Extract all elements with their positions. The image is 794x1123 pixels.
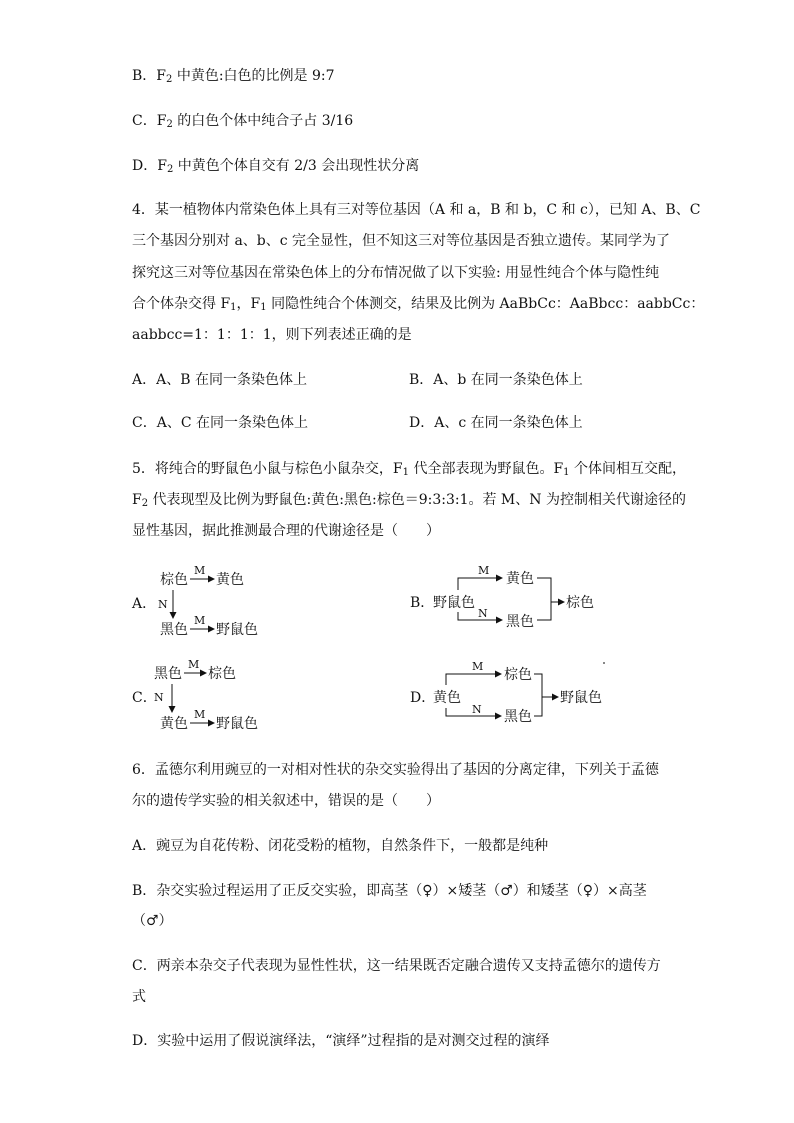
q5-diagram-d-arrow-m: [446, 674, 501, 685]
q4-stem-line-4: 合个体杂交得 $F_1$，$F_1$ 同隐性纯合个体测交，结果及比例为 AaBbCc：AaBbcc：aabbCc：: [132, 296, 705, 313]
q5-diagram-a-label: A．: [132, 596, 157, 612]
q5-diagram-d-label: D．: [410, 690, 436, 706]
q4-option-a: A．A、B 在同一条染色体上: [132, 372, 307, 388]
q5-diagram-a-gene-1: M: [194, 564, 206, 577]
q3-option-c: C．$F_2$ 的白色个体中纯合子占 3/16: [132, 113, 354, 130]
q5-diagram-c-end: 野鼠色: [216, 716, 258, 732]
q5-stem-line-3: 显性基因，据此推测最合理的代谢途径是（ ）: [132, 523, 440, 539]
q6-option-a: A．豌豆为自花传粉、闭花受粉的植物，自然条件下，一般都是纯种: [132, 838, 549, 854]
q5-diagram-c-label: C．: [132, 690, 157, 706]
q4-option-b: B．A、b 在同一条染色体上: [409, 372, 583, 388]
q5-diagram-d-top: 棕色: [504, 667, 532, 683]
q5-diagram-a-start: 棕色: [160, 572, 188, 588]
q5-diagram-a-bottom: 黑色: [160, 622, 188, 638]
q3-option-d: D．$F_2$ 中黄色个体自交有 2/3 会出现性状分离: [132, 158, 420, 175]
q5-diagram-a: [128, 560, 278, 645]
q6-option-c-line-1: C．两亲本杂交子代表现为显性性状，这一结果既否定融合遗传又支持孟德尔的遗传方: [132, 958, 661, 974]
q5-stem-line-2: $F_2$ 代表现型及比例为野鼠色:黄色:黑色:棕色＝9:3:3:1。若 M、N 为控制相关代谢途径的: [132, 492, 686, 509]
q5-diagram-b: [406, 562, 606, 637]
q4-stem-line-5: aabbcc=1：1：1：1，则下列表述正确的是: [132, 327, 412, 343]
q3-option-b: B．$F_2$ 中黄色:白色的比例是 9:7: [132, 68, 335, 85]
q5-diagram-b-arrow-m: [458, 578, 502, 590]
q5-stem-line-1: 5．将纯合的野鼠色小鼠与棕色小鼠杂交，$F_1$ 代全部表现为野鼠色。$F_1$ 个体间相互交配，: [132, 461, 686, 478]
q5-diagram-d-bottom: 黑色: [504, 709, 532, 725]
q5-diagram-d-end: 野鼠色: [560, 690, 602, 706]
q5-diagram-b-start: 野鼠色: [433, 595, 475, 611]
q5-diagram-a-gene-3: M: [194, 614, 206, 627]
q5-diagram-c-bottom: 黄色: [160, 716, 188, 732]
q6-option-d: D．实验中运用了假说演绎法，“演绎”过程指的是对测交过程的演绎: [132, 1033, 550, 1049]
q5-diagram-d-start: 黄色: [433, 690, 461, 706]
q5-diagram-c-gene-1: M: [188, 658, 200, 671]
q5-diagram-b-end: 棕色: [566, 595, 594, 611]
q5-diagram-b-gene-2: N: [478, 607, 488, 620]
stray-dot: [603, 662, 605, 664]
q4-stem-line-1: 4．某一植物体内常染色体上具有三对等位基因（A 和 a，B 和 b，C 和 c），已知 A、B、C: [132, 202, 701, 218]
q5-diagram-b-label: B．: [410, 595, 435, 611]
q4-option-d: D．A、c 在同一条染色体上: [409, 415, 583, 431]
q6-stem-line-1: 6．孟德尔利用豌豆的一对相对性状的杂交实验得出了基因的分离定律，下列关于孟德: [132, 762, 659, 778]
q6-option-b-line-1: B．杂交实验过程运用了正反交实验，即高茎（♀）×矮茎（♂）和矮茎（♀）×高茎: [132, 883, 647, 899]
q5-diagram-c-gene-3: M: [194, 708, 206, 721]
q6-stem-line-2: 尔的遗传学实验的相关叙述中，错误的是（ ）: [132, 793, 440, 809]
q5-diagram-d-gene-1: M: [472, 660, 484, 673]
q5-diagram-d: [406, 660, 616, 735]
q6-option-c-line-2: 式: [132, 989, 146, 1005]
q5-diagram-d-gene-2: N: [472, 703, 482, 716]
q5-diagram-c: [128, 656, 278, 741]
q6-option-b-line-2: （♂）: [132, 913, 173, 929]
q4-stem-line-2: 三个基因分别对 a、b、c 完全显性，但不知这三对等位基因是否独立遗传。某同学为了: [132, 233, 671, 249]
q5-diagram-a-end: 野鼠色: [216, 622, 258, 638]
q5-diagram-c-mid: 棕色: [208, 666, 236, 682]
q5-diagram-b-bottom: 黑色: [506, 614, 534, 630]
q5-diagram-a-mid: 黄色: [216, 572, 244, 588]
q5-diagram-a-gene-2: N: [158, 598, 168, 611]
q5-diagram-c-start: 黑色: [154, 666, 182, 682]
q5-diagram-b-top: 黄色: [506, 571, 534, 587]
q5-diagram-d-merge-bracket: [534, 674, 542, 716]
q4-option-c: C．A、C 在同一条染色体上: [132, 415, 308, 431]
q5-diagram-b-gene-1: M: [478, 564, 490, 577]
q5-diagram-c-gene-2: N: [154, 691, 164, 704]
q4-stem-line-3: 探究这三对等位基因在常染色体上的分布情况做了以下实验: 用显性纯合个体与隐性纯: [132, 265, 660, 281]
q5-diagram-b-merge-bracket: [537, 578, 551, 620]
